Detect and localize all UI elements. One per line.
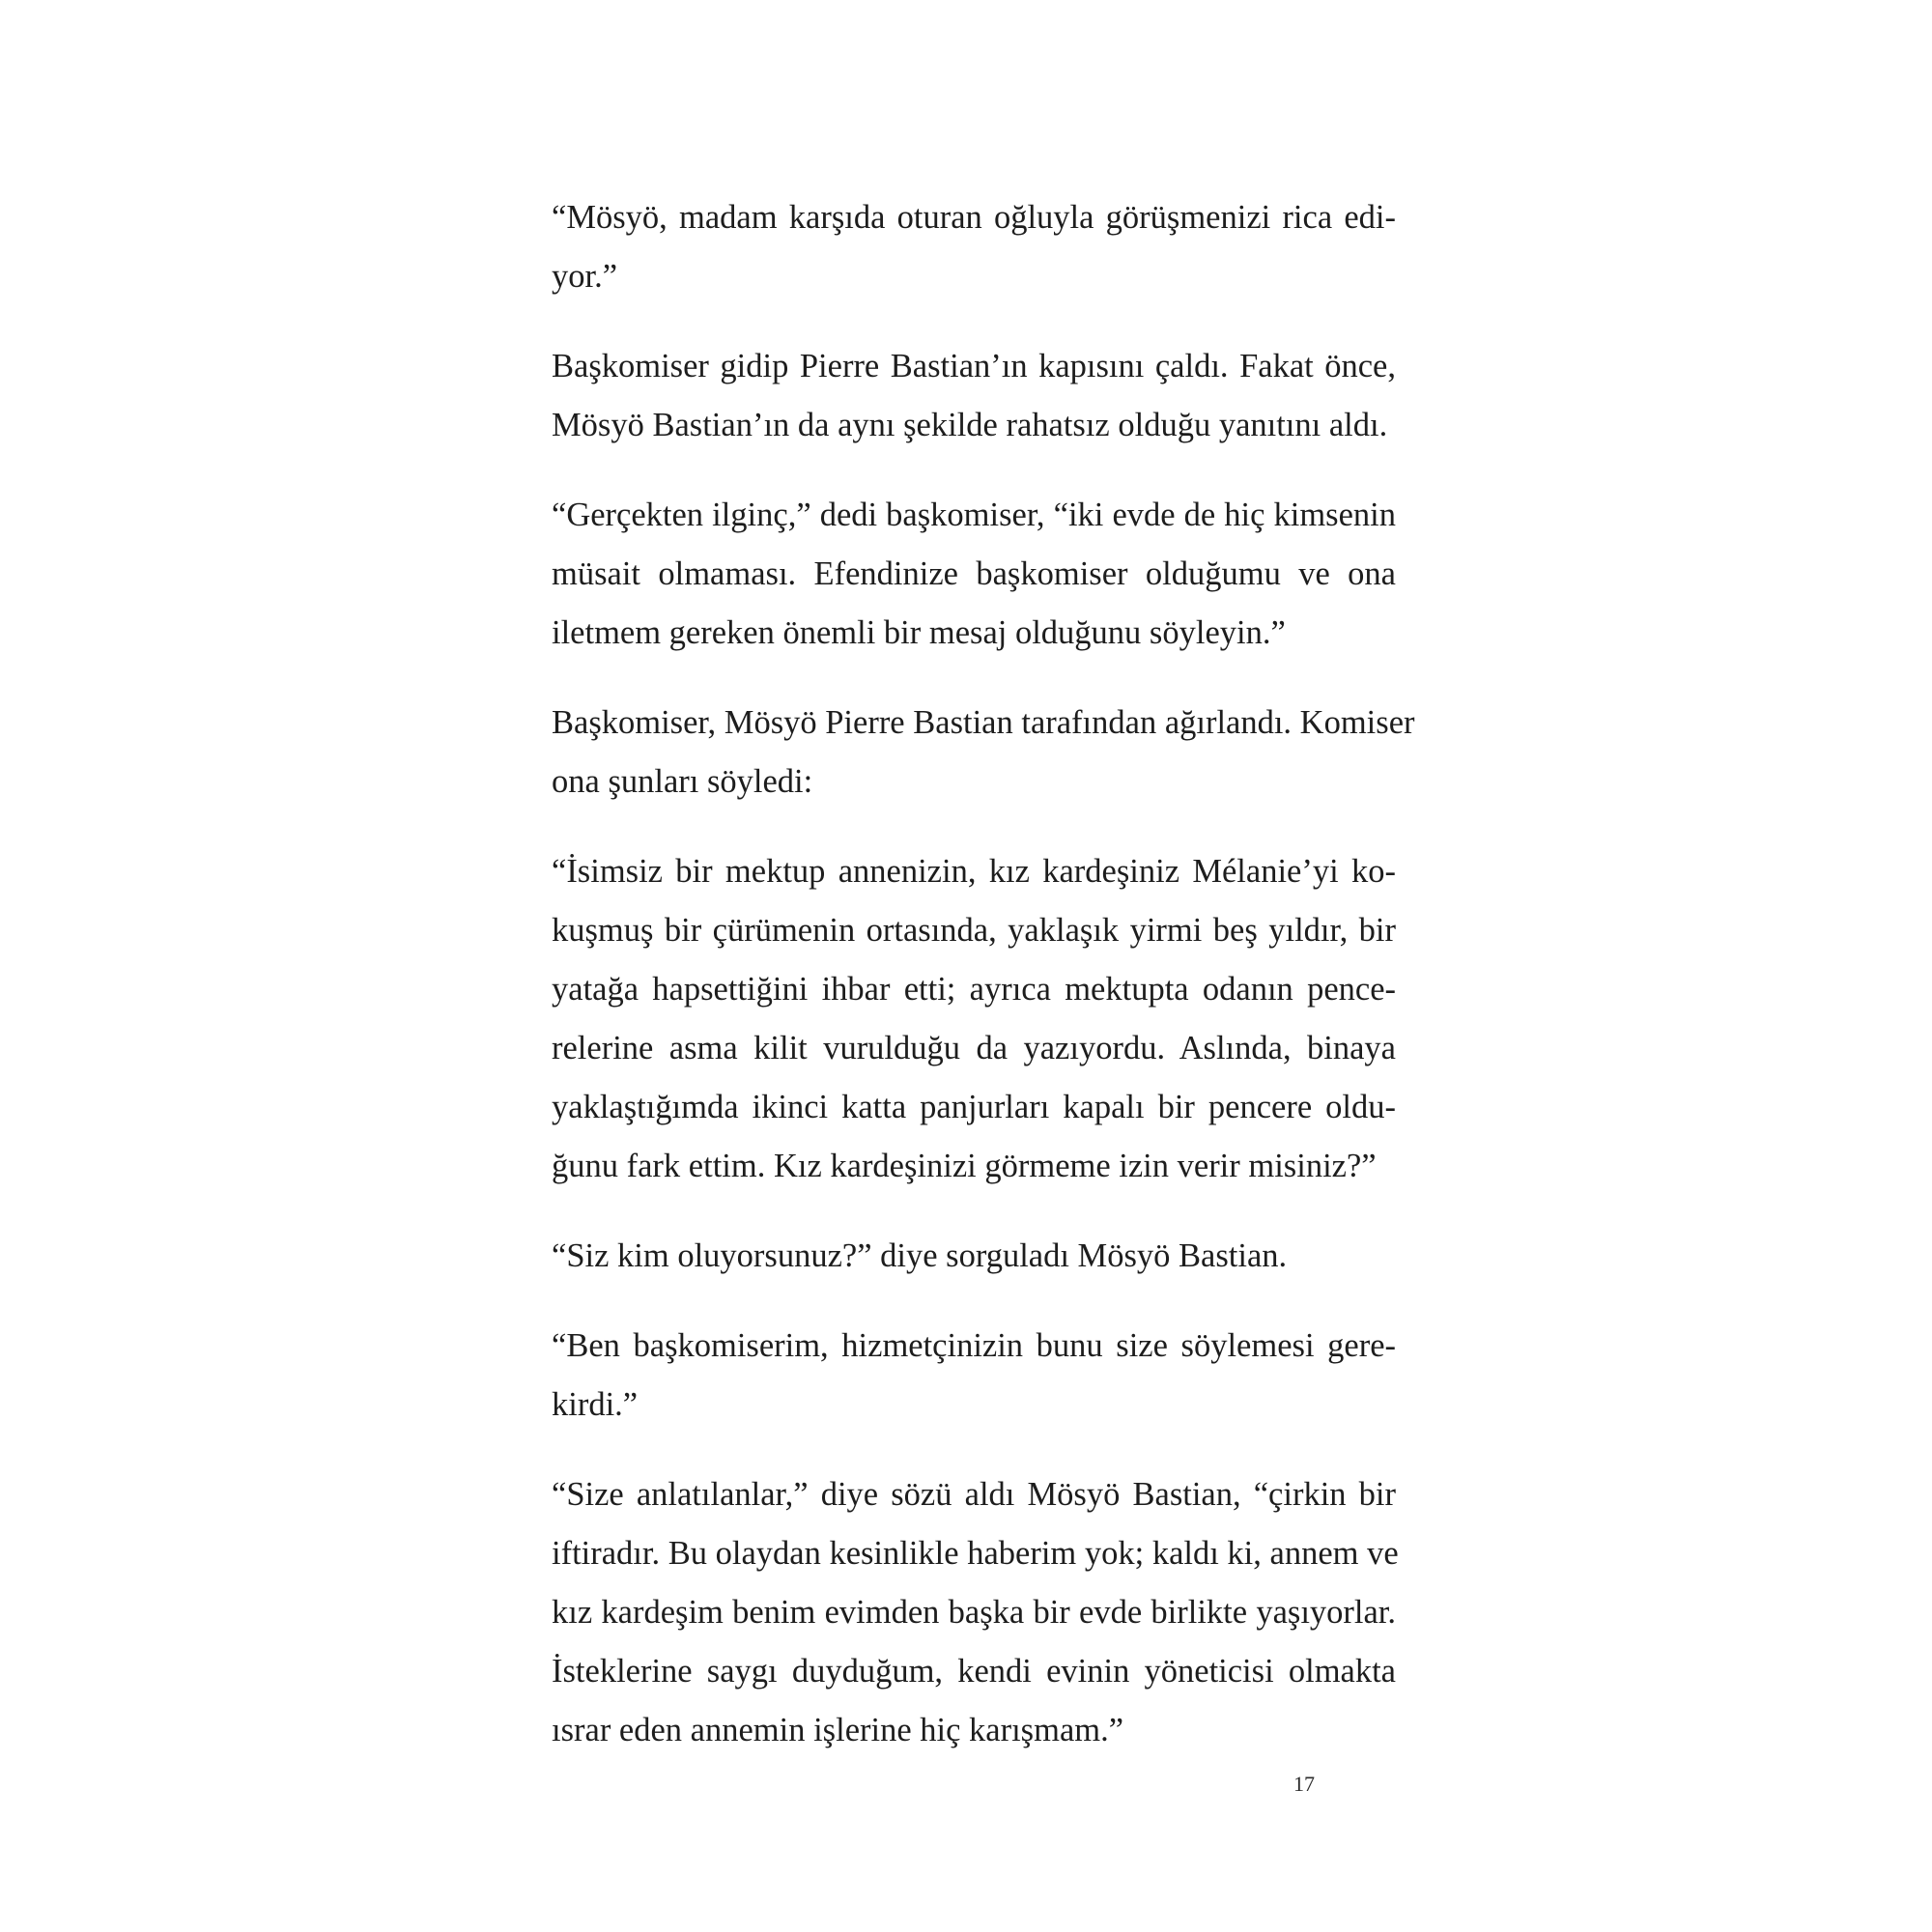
text-line: Mösyö Bastian’ın da aynı şekilde rahatsız olduğu yanıtını aldı. (552, 407, 1388, 443)
paragraph (552, 842, 1396, 1196)
text-line: kuşmuş bir çürümenin ortasında, yaklaşık yirmi beş yıldır, bir (552, 912, 1396, 949)
paragraph (552, 486, 1396, 663)
paragraph (552, 188, 1396, 306)
body-text (552, 188, 1415, 1791)
page-number: 17 (1293, 1772, 1315, 1796)
text-line: “İsimsiz bir mektup annenizin, kız kardeşiniz Mélanie’yi ko- (552, 853, 1396, 890)
text-line: “Size anlatılanlar,” diye sözü aldı Mösyö Bastian, “çirkin bir (552, 1476, 1396, 1513)
text-line: relerine asma kilit vurulduğu da yazıyordu. Aslında, binaya (552, 1030, 1396, 1066)
text-line: iletmem gereken önemli bir mesaj olduğunu söyleyin.” (552, 614, 1286, 651)
paragraph (552, 1465, 1399, 1760)
text-line: Başkomiser, Mösyö Pierre Bastian tarafından ağırlandı. Komiser (552, 704, 1415, 741)
text-line: “Siz kim oluyorsunuz?” diye sorguladı Mösyö Bastian. (552, 1237, 1288, 1274)
text-line: “Mösyö, madam karşıda oturan oğluyla görüşmenizi rica edi- (552, 199, 1396, 236)
text-line: ona şunları söyledi: (552, 763, 813, 800)
paragraph (552, 694, 1415, 811)
text-line: müsait olmaması. Efendinize başkomiser olduğumu ve ona (552, 555, 1396, 592)
text-line: ğunu fark ettim. Kız kardeşinizi görmeme izin verir misiniz?” (552, 1148, 1377, 1184)
text-line: kirdi.” (552, 1386, 639, 1423)
text-line: yatağa hapsettiğini ihbar etti; ayrıca mektupta odanın pence- (552, 971, 1396, 1008)
text-line: “Gerçekten ilginç,” dedi başkomiser, “iki evde de hiç kimsenin (552, 497, 1396, 533)
paragraph (552, 1317, 1396, 1435)
text-line: kız kardeşim benim evimden başka bir evde birlikte yaşıyorlar. (552, 1594, 1396, 1631)
text-line: İsteklerine saygı duyduğum, kendi evinin yöneticisi olmakta (552, 1653, 1396, 1690)
paragraph (552, 1227, 1396, 1286)
text-line: Başkomiser gidip Pierre Bastian’ın kapısını çaldı. Fakat önce, (552, 348, 1396, 384)
text-line: yor.” (552, 258, 618, 295)
text-line: iftiradır. Bu olaydan kesinlikle haberim yok; kaldı ki, annem ve (552, 1535, 1399, 1572)
text-line: yaklaştığımda ikinci katta panjurları kapalı bir pencere oldu- (552, 1089, 1396, 1125)
text-line: ısrar eden annemin işlerine hiç karışmam.” (552, 1712, 1124, 1748)
text-line: “Ben başkomiserim, hizmetçinizin bunu size söylemesi gere- (552, 1327, 1396, 1364)
paragraph (552, 337, 1396, 455)
